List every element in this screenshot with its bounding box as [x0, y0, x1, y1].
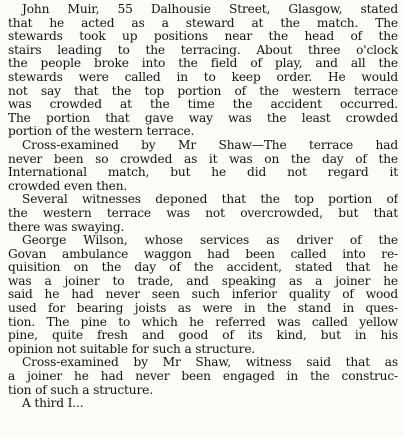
text-line: John Muir, 55 Dalhousie Street, Glasgow, stated — [22, 3, 398, 16]
text-line: stewards took up positions near the head of the — [8, 30, 398, 44]
text-line: Cross-examined by Mr Shaw, witness said that as — [22, 356, 398, 370]
text-line: portion of the western terrace. — [8, 125, 195, 139]
text-line: tion. The pine to which he referred was called yellow — [8, 315, 398, 329]
article-column — [8, 3, 398, 411]
paragraph-george-wilson-testimony — [8, 234, 398, 356]
text-line: The portion that gave way was the least crowded — [8, 111, 398, 125]
text-line: there was swaying. — [8, 220, 125, 234]
text-line: never been so crowded as it was on the day of the — [8, 152, 398, 166]
text-line: used for bearing joists as were in the stand in ques- — [8, 302, 398, 316]
text-line: stewards were called in to keep order. He would — [8, 70, 398, 84]
text-line: International match, but he did not regard it — [8, 166, 398, 180]
text-line: not say that the top portion of the western terrace — [8, 84, 398, 98]
text-line: said he had never seen such inferior quality of wood — [8, 288, 398, 302]
paragraph-several-witnesses — [8, 193, 398, 234]
text-line: Several witnesses deponed that the top portion of — [22, 193, 398, 207]
text-line: was a joiner to trade, and speaking as a joiner he — [8, 274, 398, 288]
text-line: Govan ambulance waggon had been called into re- — [8, 247, 398, 261]
paragraph-cross-examination-shaw — [8, 139, 398, 193]
paragraph-john-muir-testimony — [8, 3, 398, 139]
text-line: the people broke into the field of play, and all the — [8, 57, 398, 71]
text-line: crowded even then. — [8, 179, 128, 193]
text-line: tion of such a structure. — [8, 383, 153, 397]
text-line: Cross-examined by Mr Shaw—The terrace had — [22, 138, 398, 152]
text-line: opinion not suitable for such a structure. — [8, 342, 256, 356]
text-line: stairs leading to the terracing. About three o'clock — [8, 43, 398, 57]
cut-off-text-line: A third I... — [22, 397, 84, 411]
text-line: quisition on the day of the accident, stated that he — [8, 261, 398, 275]
paragraph-wilson-cross-examination — [8, 356, 398, 397]
text-line: George Wilson, whose services as driver of the — [22, 234, 398, 248]
text-line: pine, quite fresh and good of its kind, but in his — [8, 329, 398, 343]
text-line: a joiner he had never been engaged in the construc- — [8, 370, 398, 384]
text-line: was crowded at the time the accident occurred. — [8, 98, 398, 112]
text-line: that he acted as a steward at the match. The — [8, 16, 398, 30]
text-line: the western terrace was not overcrowded, but that — [8, 206, 398, 220]
